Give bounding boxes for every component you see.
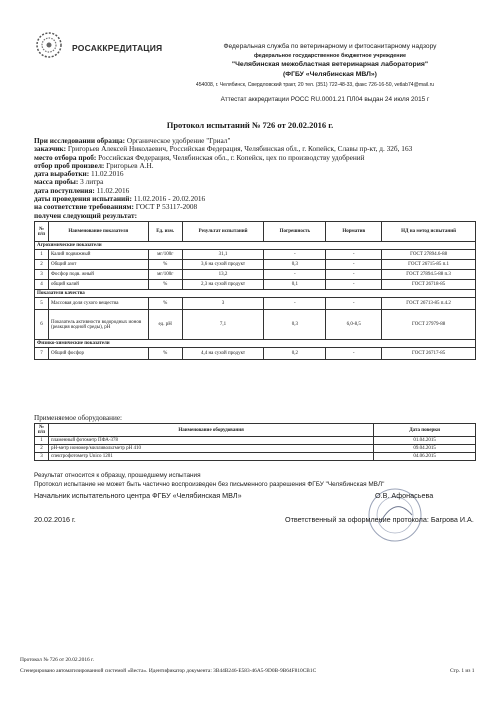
cell: ГОСТ 26713-85 п.4.2 [382, 298, 476, 310]
column-header: Наименование оборудования [48, 424, 373, 437]
cell: 4,4 на сухой продукт [182, 348, 264, 360]
cell: 09.04.2015 [374, 445, 476, 453]
cell: - [264, 298, 326, 310]
info-line: масса пробы: 3 литра [34, 177, 104, 187]
cell: Фосфор подв. жный [48, 270, 148, 280]
info-line: дата выработки: 11.02.2016 [34, 169, 124, 179]
table-row [35, 280, 476, 290]
table-row [35, 250, 476, 260]
cell: - [326, 250, 382, 260]
head-title: Начальник испытательного центра ФГБУ «Челябинская МВЛ» [34, 491, 242, 500]
lab-short-name: (ФГБУ «Челябинская МВЛ») [283, 71, 377, 78]
cell: ГОСТ 26717-85 [382, 348, 476, 360]
cell: 0,3 [264, 260, 326, 270]
cell: 04.06.2015 [374, 453, 476, 461]
sample-info [34, 137, 474, 220]
head-name: О.В. Афонасьева [375, 491, 434, 500]
footer-generated: Сгенерировано автоматизированной системой «Веста». Идентификатор документа: 3B44B246-E583-46A5-9D0B-9B64F810CB1C [20, 668, 317, 674]
cell: % [148, 280, 182, 290]
column-header: Дата поверки [374, 424, 476, 437]
cell: ГОСТ 27979-88 [382, 310, 476, 340]
equipment-table [34, 423, 476, 461]
cell: 7,1 [182, 310, 264, 340]
cell: 0,1 [264, 280, 326, 290]
table-row [35, 270, 476, 280]
cell: pH-метр иономер/милливольтметр pH 410 [48, 445, 373, 453]
cell: пламенный фотометр ПФА-378 [48, 437, 373, 445]
protocol-title: Протокол испытаний № 726 от 20.02.2016 г. [166, 120, 334, 130]
section-title: Агрохимические показатели [35, 242, 476, 250]
rosakkreditatsiya-logo [34, 30, 184, 60]
accreditation-line: Аттестат аккредитации РОСС RU.0001.21 ПЛ04 выдан 24 июля 2015 г [220, 96, 430, 103]
column-header: Ед. изм. [148, 222, 182, 242]
signature-date: 20.02.2016 г. [34, 515, 76, 524]
footer-protocol: Протокол № 726 от 20.02.2016 г. [20, 657, 95, 663]
cell: 13,2 [182, 270, 264, 280]
result-note: Результат относится к образцу, прошедшему испытания [34, 472, 201, 479]
section-title: Показатели качества [35, 290, 476, 298]
table-row [35, 445, 476, 453]
cell: Массовая доля сухого вещества [48, 298, 148, 310]
column-header: № п/п [35, 424, 49, 437]
footer-page: Стр. 1 из 1 [450, 668, 475, 674]
cell: 31,1 [182, 250, 264, 260]
info-line: даты проведения испытаний: 11.02.2016 - 20.02.2016 [34, 194, 206, 204]
cell: ГОСТ 26718-85 [382, 280, 476, 290]
table-header-row [35, 222, 476, 242]
table-row [35, 348, 476, 360]
cell: 2,3 на сухой продукт [182, 280, 264, 290]
cell: % [148, 298, 182, 310]
lab-name: "Челябинская межобластная ветеринарная лаборатория" [231, 61, 429, 68]
cell: 3 [35, 270, 49, 280]
cell: 1 [35, 250, 49, 260]
cell: % [148, 260, 182, 270]
section-row [35, 290, 476, 298]
info-line: заказчик: Григорьев Алексей Николаевич, Российская Федерация, Челябинская обл., г. Копейск, Славы пр-кт, д. 32б, 163 [34, 144, 413, 154]
cell: Общий азот [48, 260, 148, 270]
cell: ГОСТ 26715-85 п.1 [382, 260, 476, 270]
info-line: место отбора проб: Российская Федерация, Челябинская обл., г. Копейск, цех по производству удобрений [34, 152, 365, 162]
lab-address: 454008, г. Челябинск, Свердловский тракт, 20 тел. (351) 722-48-33, факс 726-16-50, vetlab74@mail.ru [195, 82, 435, 88]
results-table [34, 221, 476, 360]
column-header: Результат испытаний [182, 222, 264, 242]
cell: 6,0-8,5 [326, 310, 382, 340]
cell: 0,3 [264, 310, 326, 340]
column-header: Наименование показателя [48, 222, 148, 242]
table-row [35, 260, 476, 270]
table-row [35, 437, 476, 445]
cell: ГОСТ 27894.6-88 [382, 250, 476, 260]
table-header-row [35, 424, 476, 437]
logo-text: РОСАККРЕДИТАЦИЯ [72, 43, 163, 53]
info-line: При исследовании образца: Органическое удобрение "Гриал" [34, 136, 231, 145]
cell: - [326, 260, 382, 270]
reproduction-note: Протокол испытание не может быть частично воспроизведен без письменного разрешения ФГБУ "Челябинская МВЛ" [34, 481, 385, 488]
cell: 3 [35, 453, 49, 461]
cell: - [326, 270, 382, 280]
section-row [35, 340, 476, 348]
cell: - [326, 298, 382, 310]
cell: 0,2 [264, 348, 326, 360]
cell: 1 [35, 437, 49, 445]
cell: 7 [35, 348, 49, 360]
cell: 3 [182, 298, 264, 310]
cell: 4 [35, 280, 49, 290]
cell: Показатель активности водородных ионов (реакция водной среды), рН [48, 310, 148, 340]
cell: - [326, 280, 382, 290]
column-header: НД на метод испытаний [382, 222, 476, 242]
cell: 01.04.2015 [374, 437, 476, 445]
cell: - [326, 348, 382, 360]
table-row [35, 298, 476, 310]
column-header: Норматив [326, 222, 382, 242]
cell: % [148, 348, 182, 360]
cell: спектрофотометр Unico 1201 [48, 453, 373, 461]
cell: 2 [35, 260, 49, 270]
cell: Общий фосфор [48, 348, 148, 360]
cell: 6 [35, 310, 49, 340]
responsible-person: Ответственный за оформление протокола: Багрова И.А. [285, 515, 474, 524]
cell: ГОСТ 27894.5-88 п.3 [382, 270, 476, 280]
logo-emblem-icon [34, 30, 70, 60]
cell: 2 [35, 445, 49, 453]
info-line: дата поступления: 11.02.2016 [34, 185, 130, 195]
cell: ед. рН [148, 310, 182, 340]
section-title: Физико-химические показатели [35, 340, 476, 348]
column-header: № п/п [35, 222, 49, 242]
info-line: на соответствие требованиям: ГОСТ Р 53117-2008 [34, 202, 198, 212]
column-header: Погрешность [264, 222, 326, 242]
table-row [35, 310, 476, 340]
cell: мг/100г [148, 270, 182, 280]
institution-type: федеральное государственное бюджетное учреждение [253, 53, 407, 59]
cell: 3,6 на сухой продукт [182, 260, 264, 270]
cell: общий калий [48, 280, 148, 290]
section-row [35, 242, 476, 250]
cell: Калий подвижный [48, 250, 148, 260]
equipment-title: Применяемое оборудование: [34, 414, 123, 422]
info-line: отбор проб произвел: Григорьев А.Н. [34, 160, 154, 170]
info-line: получен следующий результат: [34, 210, 138, 220]
cell: 5 [35, 298, 49, 310]
cell: мг/100г [148, 250, 182, 260]
agency-name: Федеральная служба по ветеринарному и фитосанитарному надзору [223, 43, 437, 50]
table-row [35, 453, 476, 461]
cell: - [264, 270, 326, 280]
cell: - [264, 250, 326, 260]
